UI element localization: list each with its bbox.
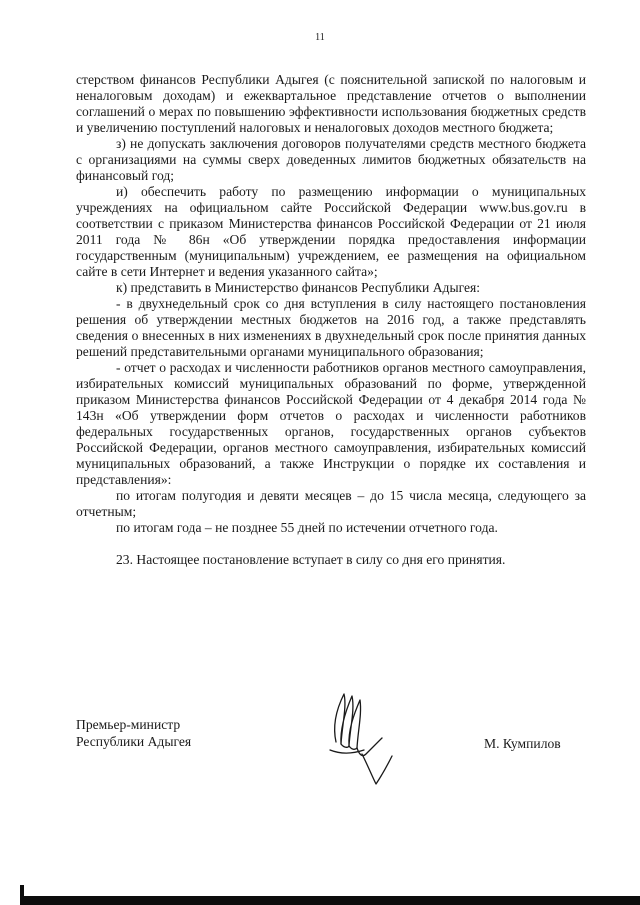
- paragraph-bullet-expense-report: - отчет о расходах и численности работников органов местного самоуправления, избирательных комиссий муниципальных образований по форме, утвержденной приказом Министерства финансов Российской Федерации от 4 декабря 2014 года № 143н «Об утверждении форм отчетов о расходах и численности работников федеральных государственных органов, государственных органов субъектов Российской Федерации, органов местного самоуправления, избирательных комиссий муниципальных образований, а также Инструкции о порядке их составления и представления»:: [76, 360, 586, 487]
- paragraph-item-k: к) представить в Министерство финансов Республики Адыгея:: [116, 280, 481, 295]
- document-body: [76, 72, 586, 568]
- paragraph-item-i: и) обеспечить работу по размещению информации о муниципальных учреждениях на официальном сайте Российской Федерации www.bus.gov.ru в соответствии с приказом Министерства финансов Российской Федерации от 21 июля 2011 года № 86н «Об утверждении порядка предоставления информации государственным (муниципальным) учреждением, ее размещения на официальном сайте в сети Интернет и ведения указанного сайта»;: [76, 184, 586, 279]
- page-number: 11: [315, 32, 325, 43]
- signatory-position-line1: Премьер-министр: [76, 717, 181, 732]
- paragraph-bullet-budget-decisions: - в двухнедельный срок со дня вступления в силу настоящего постановления решения об утверждении местных бюджетов на 2016 год, а также представлять сведения о внесенных в них изменениях в двухнедельный срок после принятия данных решений представительными органами муниципального образования;: [76, 296, 586, 359]
- paragraph-item-23: 23. Настоящее постановление вступает в силу со дня его принятия.: [116, 552, 506, 567]
- signatory-position-line2: Республики Адыгея: [76, 734, 192, 749]
- scan-border-bottom: [20, 896, 640, 905]
- paragraph-annual: по итогам года – не позднее 55 дней по истечении отчетного года.: [116, 520, 498, 535]
- handwritten-signature-icon: [322, 684, 402, 794]
- signatory-position: [76, 716, 191, 750]
- paragraph-continuation: стерством финансов Республики Адыгея (с пояснительной запиской по налоговым и неналоговым доходам) и ежеквартальное представление отчетов о выполнении соглашений о мерах по повышению эффективности использования бюджетных средств и увеличению поступлений налоговых и неналоговых доходов местного бюджета;: [76, 72, 586, 135]
- signatory-name: М. Кумпилов: [484, 736, 561, 751]
- paragraph-item-z: з) не допускать заключения договоров получателями средств местного бюджета с организациями на суммы сверх доведенных лимитов бюджетных обязательств на финансовый год;: [76, 136, 586, 183]
- scan-border-left: [20, 885, 24, 905]
- paragraph-half-year: по итогам полугодия и девяти месяцев – до 15 числа месяца, следующего за отчетным;: [76, 488, 586, 519]
